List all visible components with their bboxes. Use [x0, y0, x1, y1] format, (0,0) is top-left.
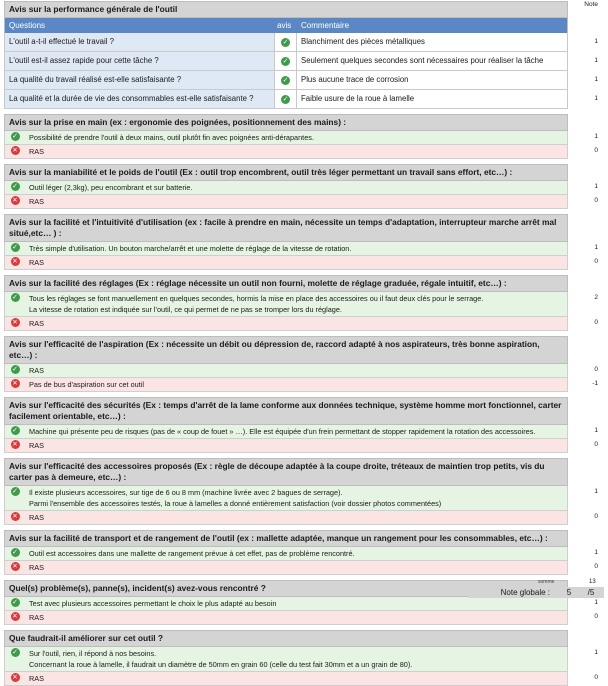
- cross-circle-icon: ✕: [12, 379, 18, 387]
- question-text: L'outil est-il assez rapide pour cette tâche ?: [5, 52, 275, 70]
- comment-text: Plus aucune trace de corrosion: [301, 75, 409, 84]
- negative-note: 0: [594, 613, 598, 620]
- negative-text: RAS: [29, 258, 45, 267]
- section-title: Avis sur la facilité et l'intuitivité d'utilisation (ex : facile à prendre en main, nécessite un temps d'adaptation, interrupteur marche arrêt mal situé,etc… ) :: [4, 214, 568, 242]
- negative-row: [4, 145, 568, 159]
- negative-row: [4, 378, 568, 392]
- negative-row: [4, 611, 568, 625]
- positive-row: [4, 131, 568, 145]
- positive-text: Concernant la roue à lamelle, il faudrait un diamètre de 50mm en grain 60 (celle du test fait 30mm et a un grain de 80).: [29, 660, 413, 669]
- section-block: [4, 164, 604, 181]
- positive-text: Parmi l'ensemble des accessoires testés, la roue à lamelles a donné entièrement satisfaction (voir dossier photos commentées): [29, 499, 442, 508]
- check-circle-icon: ✓: [12, 487, 18, 495]
- note-header: Note: [584, 1, 598, 8]
- section-title: Avis sur la maniabilité et le poids de l'outil (Ex : outil trop encombrent, outil très léger permettant un travail sans effort, etc…) :: [4, 164, 568, 181]
- positive-note: 1: [594, 549, 598, 556]
- question-text: L'outil a-t-il effectué le travail ?: [5, 33, 275, 51]
- note-globale-max: /5: [587, 588, 595, 597]
- check-circle-icon: ✓: [282, 94, 289, 103]
- check-circle-icon: ✓: [12, 598, 18, 606]
- negative-note: 0: [594, 513, 598, 520]
- comment-text: Seulement quelques secondes sont nécessaires pour réaliser la tâche: [301, 56, 544, 65]
- cross-circle-icon: ✕: [12, 196, 18, 204]
- check-circle-icon: ✓: [12, 548, 18, 556]
- section-block: [4, 275, 604, 292]
- cross-circle-icon: ✕: [12, 257, 18, 265]
- general-question-row: [4, 33, 604, 52]
- negative-note: 0: [594, 197, 598, 204]
- section-block: [4, 336, 604, 364]
- note-globale-value: 5: [566, 588, 572, 597]
- positive-text: La vitesse de rotation est indiquée sur l'outil, ce qui permet de ne pas se tromper lors du réglage.: [29, 305, 342, 314]
- row-note: 1: [594, 57, 598, 64]
- check-circle-icon: ✓: [12, 426, 18, 434]
- section-title: Avis sur la prise en main (ex : ergonomie des poignées, positionnement des mains) :: [4, 114, 568, 131]
- note-globale-label: Note globale :: [500, 588, 550, 597]
- positive-row: [4, 547, 568, 561]
- question-text: La qualité et la durée de vie des consommables est-elle satisfaisante ?: [5, 90, 275, 108]
- general-header-row: [4, 18, 568, 33]
- positive-text: Tous les réglages se font manuellement en quelques secondes, hormis la mise en place des accessoires ou il faut deux clés pour le serrage.: [29, 294, 484, 303]
- negative-text: RAS: [29, 147, 45, 156]
- negative-row: [4, 317, 568, 331]
- question-text: La qualité du travail réalisé est-elle satisfaisante ?: [5, 71, 275, 89]
- positive-note: 0: [594, 366, 598, 373]
- positive-row: [4, 486, 568, 511]
- general-question-row: [4, 90, 604, 109]
- positive-row: [4, 292, 568, 317]
- negative-text: RAS: [29, 441, 45, 450]
- positive-row: [4, 597, 568, 611]
- negative-row: [4, 561, 568, 575]
- header-avis: avis: [277, 21, 292, 30]
- general-question-row: [4, 52, 604, 71]
- cross-circle-icon: ✕: [12, 562, 18, 570]
- positive-note: 1: [594, 133, 598, 140]
- negative-note: 0: [594, 674, 598, 681]
- avis-cell: [275, 90, 297, 108]
- positive-row: [4, 425, 568, 439]
- negative-note: 0: [594, 147, 598, 154]
- row-note: 1: [594, 38, 598, 45]
- positive-note: 1: [594, 649, 598, 656]
- comment-text: Blanchiment des pièces métalliques: [301, 37, 425, 46]
- negative-text: RAS: [29, 674, 45, 683]
- general-title: Avis sur la performance générale de l'outil: [4, 1, 568, 18]
- section-title: Avis sur la facilité des réglages (Ex : réglage nécessite un outil non fourni, molette de réglage graduée, régale intuitif, etc…) :: [4, 275, 568, 292]
- header-commentaire: Commentaire: [301, 21, 350, 30]
- negative-row: [4, 672, 568, 686]
- evaluation-sheet: [4, 1, 604, 686]
- negative-note: 0: [594, 563, 598, 570]
- negative-note: 0: [594, 319, 598, 326]
- check-circle-icon: ✓: [282, 75, 289, 84]
- positive-note: 1: [594, 427, 598, 434]
- note-globale-bar: [468, 587, 604, 598]
- positive-row: [4, 242, 568, 256]
- comment-text: Faible usure de la roue à lamelle: [301, 94, 415, 103]
- cross-circle-icon: ✕: [12, 146, 18, 154]
- section-block: [4, 114, 604, 131]
- positive-note: 1: [594, 599, 598, 606]
- avis-cell: [275, 52, 297, 70]
- check-circle-icon: ✓: [12, 182, 18, 190]
- positive-text: Très simple d'utilisation. Un bouton marche/arrêt et une molette de réglage de la vitesse de rotation.: [29, 244, 352, 253]
- positive-text: Machine qui présente peu de risques (pas de « coup de fouet » …). Elle est équipée d'un frein permettant de stopper rapidement la rotation des accessoires.: [29, 427, 536, 436]
- check-circle-icon: ✓: [282, 37, 289, 46]
- positive-text: Il existe plusieurs accessoires, sur tige de 6 ou 8 mm (machine livrée avec 2 bagues de serrage).: [29, 488, 343, 497]
- section-block: [4, 630, 604, 647]
- avis-cell: [275, 71, 297, 89]
- header-questions: Questions: [9, 21, 46, 30]
- section-title: Avis sur l'efficacité de l'aspiration (Ex : nécessite un débit ou dépression de, raccord adapté à nos aspirateurs, très bonne aspiration, etc…) :: [4, 336, 568, 364]
- cross-circle-icon: ✕: [12, 612, 18, 620]
- positive-note: 1: [594, 183, 598, 190]
- check-circle-icon: ✓: [12, 132, 18, 140]
- section-block: [4, 458, 604, 486]
- negative-row: [4, 511, 568, 525]
- positive-text: RAS: [29, 366, 45, 375]
- row-note: 1: [594, 95, 598, 102]
- cross-circle-icon: ✕: [12, 440, 18, 448]
- row-note: 1: [594, 76, 598, 83]
- negative-text: RAS: [29, 319, 45, 328]
- avis-cell: [275, 33, 297, 51]
- negative-text: Pas de bus d'aspiration sur cet outil: [29, 380, 144, 389]
- check-circle-icon: ✓: [282, 56, 289, 65]
- positive-text: Outil léger (2,3kg), peu encombrant et sur batterie.: [29, 183, 193, 192]
- positive-text: Possibilité de prendre l'outil à deux mains, outil plutôt fin avec poignées anti-dérapantes.: [29, 133, 314, 142]
- check-circle-icon: ✓: [12, 293, 18, 301]
- negative-text: RAS: [29, 513, 45, 522]
- somme-label: somme: [538, 579, 555, 585]
- cross-circle-icon: ✕: [12, 673, 18, 681]
- positive-text: Sur l'outil, rien, il répond à nos besoins.: [29, 649, 157, 658]
- check-circle-icon: ✓: [12, 648, 18, 656]
- negative-text: RAS: [29, 613, 45, 622]
- somme-value: 13: [589, 579, 596, 585]
- negative-text: RAS: [29, 563, 45, 572]
- check-circle-icon: ✓: [12, 243, 18, 251]
- positive-row: [4, 647, 568, 672]
- positive-note: 1: [594, 244, 598, 251]
- cross-circle-icon: ✕: [12, 512, 18, 520]
- general-question-row: [4, 71, 604, 90]
- section-block: [4, 214, 604, 242]
- section-title: Avis sur l'efficacité des sécurités (Ex : temps d'arrêt de la lame conforme aux données technique, système homme mort fonctionnel, carter facilement orientable, etc…) :: [4, 397, 568, 425]
- negative-note: 0: [594, 258, 598, 265]
- section-block: [4, 530, 604, 547]
- positive-text: Outil est accessoires dans une mallette de rangement prévue à cet effet, pas de problème rencontré.: [29, 549, 355, 558]
- section-title: Avis sur l'efficacité des accessoires proposés (Ex : règle de découpe adaptée à la coupe droite, tréteaux de maintien trop petits, vis du carter pas à demeure, etc…) :: [4, 458, 568, 486]
- positive-row: [4, 364, 568, 378]
- section-title: Quel(s) problème(s), panne(s), incident(s) avez-vous rencontré ?: [4, 580, 568, 597]
- section-title: Avis sur la facilité de transport et de rangement de l'outil (ex : mallette adaptée, manque un rangement pour les consommables, etc…) :: [4, 530, 568, 547]
- cross-circle-icon: ✕: [12, 318, 18, 326]
- section-title: Que faudrait-il améliorer sur cet outil ?: [4, 630, 568, 647]
- positive-note: 1: [594, 488, 598, 495]
- positive-text: Test avec plusieurs accessoires permettant le choix le plus adapté au besoin: [29, 599, 277, 608]
- negative-note: 0: [594, 441, 598, 448]
- negative-row: [4, 439, 568, 453]
- positive-row: [4, 181, 568, 195]
- negative-row: [4, 195, 568, 209]
- positive-note: 2: [594, 294, 598, 301]
- general-section: [4, 1, 604, 18]
- negative-note: -1: [592, 380, 598, 387]
- check-circle-icon: ✓: [12, 365, 18, 373]
- negative-text: RAS: [29, 197, 45, 206]
- negative-row: [4, 256, 568, 270]
- section-block: [4, 397, 604, 425]
